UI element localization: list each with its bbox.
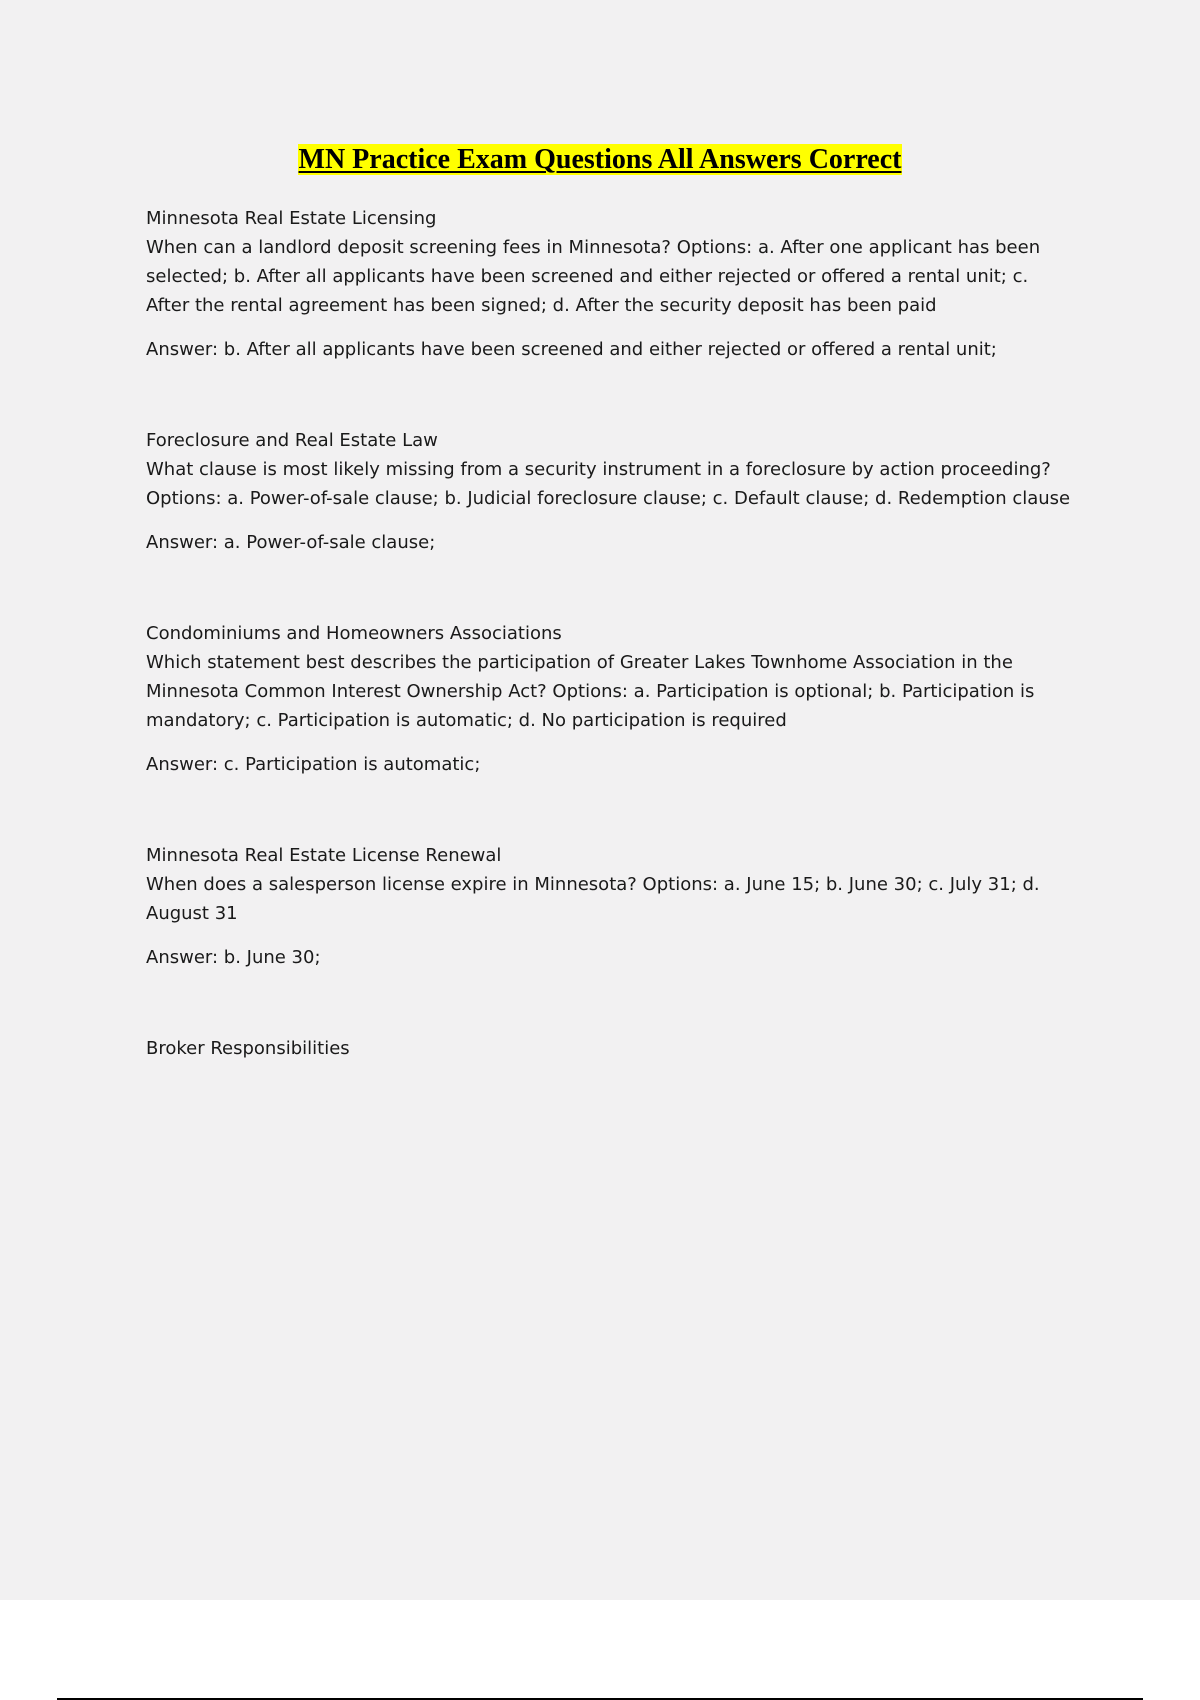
question-text: What clause is most likely missing from a security instrument in a foreclosure by action proceeding? Options: a. Power-of-sale clause; b. Judicial foreclosure clause; c. Default clause; d. Redemption clause: [146, 459, 1071, 509]
answer-text: Answer: b. June 30;: [146, 947, 321, 968]
qa-section: [146, 619, 1076, 779]
answer-text: Answer: b. After all applicants have been screened and either rejected or offered a rental unit;: [146, 339, 997, 360]
question-text: When does a salesperson license expire in Minnesota? Options: a. June 15; b. June 30; c. July 31; d. August 31: [146, 874, 1040, 924]
document-body: [146, 204, 1076, 1063]
qa-section: [146, 841, 1076, 972]
section-category: Foreclosure and Real Estate Law: [146, 430, 438, 451]
section-category: Broker Responsibilities: [146, 1038, 350, 1059]
section-category: Condominiums and Homeowners Associations: [146, 623, 562, 644]
qa-section: [146, 204, 1076, 364]
section-category: Minnesota Real Estate License Renewal: [146, 845, 502, 866]
question-text: When can a landlord deposit screening fees in Minnesota? Options: a. After one applicant has been selected; b. After all applicants have been screened and either rejected or offered a rental unit; c. After the rental agreement has been signed; d. After the security deposit has been paid: [146, 237, 1041, 316]
answer-text: Answer: c. Participation is automatic;: [146, 754, 481, 775]
section-category: Minnesota Real Estate Licensing: [146, 208, 437, 229]
question-text: Which statement best describes the participation of Greater Lakes Townhome Association in the Minnesota Common Interest Ownership Act? Options: a. Participation is optional; b. Participation is mandatory; c. Participation is automatic; d. No participation is required: [146, 652, 1035, 731]
qa-section: [146, 1034, 1076, 1063]
qa-section: [146, 426, 1076, 557]
document-title: MN Practice Exam Questions All Answers Correct: [298, 144, 902, 175]
answer-text: Answer: a. Power-of-sale clause;: [146, 532, 436, 553]
title-container: [0, 143, 1200, 177]
